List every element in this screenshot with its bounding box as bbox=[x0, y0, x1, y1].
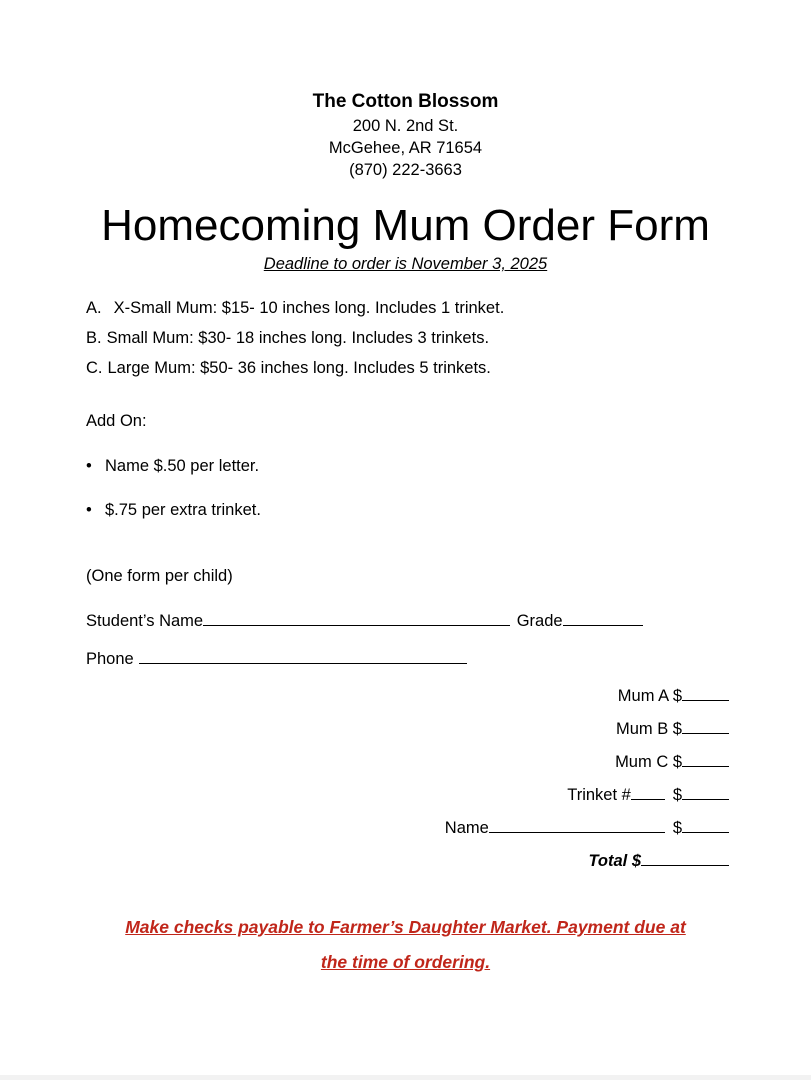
store-address-street: 200 N. 2nd St. bbox=[352, 117, 459, 135]
option-text: Large Mum: $50- 36 inches long. Includes 5 trinkets. bbox=[107, 359, 491, 377]
addon-item bbox=[86, 457, 259, 476]
mum-b-total-row bbox=[616, 719, 729, 739]
student-name-label: Student’s Name bbox=[86, 612, 204, 630]
bullet-icon: • bbox=[86, 457, 92, 475]
addon-heading: Add On: bbox=[86, 412, 147, 430]
mum-c-label: Mum C $ bbox=[615, 753, 682, 771]
mum-c-amount-field[interactable] bbox=[682, 752, 729, 767]
option-text: Small Mum: $30- 18 inches long. Includes 3 trinkets. bbox=[106, 329, 490, 347]
option-text: X-Small Mum: $15- 10 inches long. Includes 1 trinket. bbox=[113, 299, 505, 317]
name-total-row bbox=[445, 818, 729, 838]
addon-item-text: $.75 per extra trinket. bbox=[105, 501, 261, 519]
mum-b-amount-field[interactable] bbox=[682, 719, 729, 734]
trinket-count-field[interactable] bbox=[631, 785, 665, 800]
addon-item-text: Name $.50 per letter. bbox=[105, 457, 260, 475]
mum-a-label: Mum A $ bbox=[617, 687, 682, 705]
addon-item bbox=[86, 501, 261, 520]
payment-notice-line2: the time of ordering. bbox=[320, 952, 491, 972]
phone-row bbox=[86, 649, 467, 669]
grade-field[interactable] bbox=[563, 611, 643, 626]
phone-label: Phone bbox=[86, 650, 134, 668]
store-address-city: McGehee, AR 71654 bbox=[328, 139, 483, 157]
order-deadline: Deadline to order is November 3, 2025 bbox=[263, 255, 548, 273]
name-amount-field[interactable] bbox=[682, 818, 729, 833]
page-title: Homecoming Mum Order Form bbox=[101, 201, 710, 250]
store-phone: (870) 222-3663 bbox=[349, 161, 462, 179]
mum-c-total-row bbox=[615, 752, 729, 772]
option-letter: A. bbox=[86, 299, 102, 317]
bullet-icon: • bbox=[86, 501, 92, 519]
phone-field[interactable] bbox=[139, 649, 467, 664]
name-label: Name bbox=[444, 819, 489, 837]
total-amount-field[interactable] bbox=[641, 851, 729, 866]
option-letter: B. bbox=[86, 329, 102, 347]
trinket-amount-field[interactable] bbox=[682, 785, 729, 800]
trinket-dollar-sign: $ bbox=[672, 786, 682, 804]
trinket-total-row bbox=[567, 785, 729, 805]
student-info-row bbox=[86, 611, 643, 631]
grade-label: Grade bbox=[516, 612, 563, 630]
option-a bbox=[86, 299, 504, 318]
option-c bbox=[86, 359, 491, 378]
option-letter: C. bbox=[86, 359, 103, 377]
name-dollar-sign: $ bbox=[672, 819, 682, 837]
total-label: Total $ bbox=[588, 852, 641, 870]
store-name: The Cotton Blossom bbox=[312, 91, 499, 112]
option-b bbox=[86, 329, 489, 348]
trinket-label: Trinket # bbox=[567, 786, 631, 804]
payment-notice-line1: Make checks payable to Farmer’s Daughter Market. Payment due at bbox=[125, 917, 686, 937]
grand-total-row bbox=[588, 851, 729, 871]
student-name-field[interactable] bbox=[203, 611, 510, 626]
mum-a-total-row bbox=[618, 686, 729, 706]
mum-b-label: Mum B $ bbox=[615, 720, 682, 738]
name-letters-field[interactable] bbox=[489, 818, 665, 833]
mum-a-amount-field[interactable] bbox=[682, 686, 729, 701]
one-form-note: (One form per child) bbox=[86, 567, 233, 585]
